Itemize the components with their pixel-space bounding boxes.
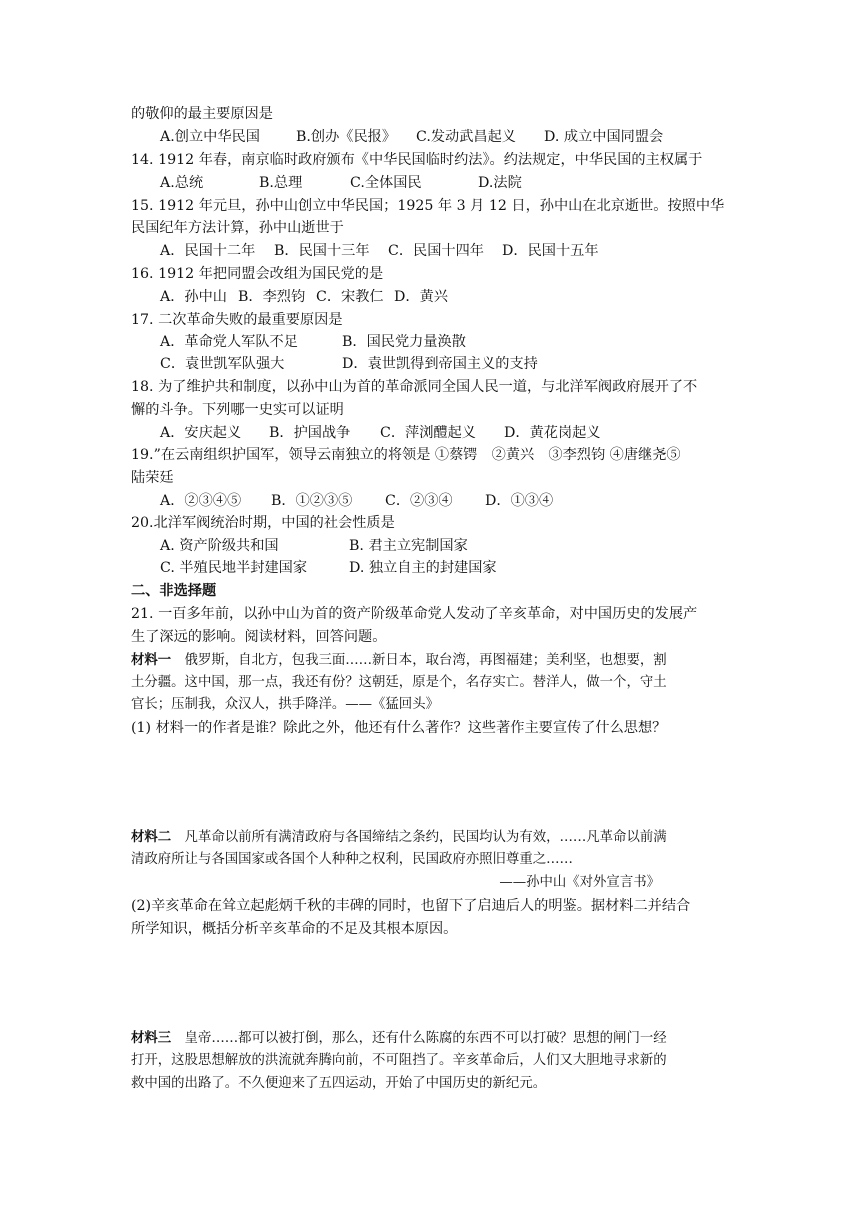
question-15-options — [160, 240, 599, 262]
material-1-label: 材料一 — [131, 652, 172, 668]
material-1-text: 俄罗斯，自北方，包我三面……新日本，取台湾，再图福建；美利坚，也想要，割 — [171, 653, 667, 668]
question-16-options — [160, 286, 448, 308]
question-17-options-row-1 — [160, 331, 466, 353]
option-c: C．宋教仁 — [316, 289, 384, 305]
material-2-line-2: 清政府所让与各国国家或各国个人种种之权利，民国政府亦照旧尊重之…… — [131, 852, 573, 867]
question-17-stem: 17. 二次革命失败的最重要原因是 — [131, 312, 343, 328]
option-d: D．袁世凯得到帝国主义的支持 — [342, 356, 538, 372]
option-c: C．萍浏醴起义 — [380, 425, 476, 441]
option-c: C．袁世凯军队强大 — [160, 356, 285, 372]
option-a: A.创立中华民国 — [160, 129, 260, 145]
option-d: D. 独立自主的封建国家 — [349, 560, 497, 576]
option-b: B.创办《民报》 — [296, 129, 397, 145]
option-b: B．护国战争 — [269, 425, 351, 441]
option-a: A．革命党人军队不足 — [160, 334, 298, 350]
question-15-stem-line-2: 民国纪年方法计算，孙中山逝世于 — [131, 220, 344, 236]
material-3-line-1 — [131, 1027, 667, 1050]
material-3-line-3: 救中国的出路了。不久便迎来了五四运动，开始了中国历史的新纪元。 — [131, 1076, 547, 1091]
question-16-stem: 16. 1912 年把同盟会改组为国民党的是 — [131, 266, 384, 282]
question-13-stem-tail: 的敬仰的最主要原因是 — [131, 106, 273, 122]
question-17-options-row-2 — [160, 353, 538, 375]
option-d: D．黄花岗起义 — [504, 425, 601, 441]
option-b: B．国民党力量涣散 — [342, 334, 466, 350]
question-18-stem-line-2: 懈的斗争。下列哪一史实可以证明 — [131, 402, 344, 418]
material-2-source: ——孙中山《对外宣言书》 — [499, 875, 660, 890]
option-d: D．①③④ — [485, 493, 554, 509]
question-18-stem-line-1: 18. 为了维护共和制度，以孙中山为首的革命派同全国人民一道，与北洋军阀政府展开了不 — [131, 379, 698, 395]
sub-question-2-line-2: 所学知识，概括分析辛亥革命的不足及其根本原因。 — [131, 921, 458, 937]
question-18-options — [160, 422, 601, 444]
question-21-stem-line-1: 21. 一百多年前，以孙中山为首的资产阶级革命党人发动了辛亥革命，对中国历史的发展产 — [131, 606, 698, 622]
question-19-options — [160, 490, 553, 512]
option-b: B. 君主立宪制国家 — [349, 538, 468, 554]
option-b: B．①②③⑤ — [271, 493, 353, 509]
material-1-line-2: 土分疆。这中国，那一点，我还有份？这朝廷，原是个，名存实亡。替洋人，做一个，守土 — [131, 675, 667, 690]
option-c: C．②③④ — [385, 493, 453, 509]
question-19-stem-line-2: 陆荣廷 — [131, 470, 174, 486]
material-1-line-1 — [131, 649, 667, 672]
question-13-options — [160, 126, 663, 148]
option-c: C.发动武昌起义 — [416, 129, 516, 145]
question-15-stem-line-1: 15. 1912 年元旦，孙中山创立中华民国；1925 年 3 月 12 日，孙中山在北京逝世。按照中华 — [131, 198, 725, 214]
material-2-label: 材料二 — [131, 829, 172, 845]
material-3-text: 皇帝……都可以被打倒，那么，还有什么陈腐的东西不可以打破？思想的闸门一经 — [171, 1031, 667, 1046]
option-a: A.总统 — [160, 175, 204, 191]
option-a: A．民国十二年 — [160, 243, 256, 259]
material-1-line-3: 官长；压制我，众汉人，拱手降洋。——《猛回头》 — [131, 697, 439, 712]
option-c: C．民国十四年 — [388, 243, 484, 259]
option-a: A．②③④⑤ — [160, 493, 242, 509]
question-20-options-row-2 — [160, 557, 497, 579]
sub-question-2-line-1: (2)辛亥革命在耸立起彪炳千秋的丰碑的同时，也留下了启迪后人的明鉴。据材料二并结合 — [131, 898, 691, 914]
question-14-stem: 14. 1912 年春，南京临时政府颁布《中华民国临时约法》。约法规定，中华民国的主权属于 — [131, 152, 703, 168]
question-14-options — [160, 172, 522, 194]
option-b: B．李烈钧 — [238, 289, 306, 305]
option-a: A. 资产阶级共和国 — [160, 538, 279, 554]
option-d: D.法院 — [478, 175, 522, 191]
option-d: D. 成立中国同盟会 — [544, 129, 664, 145]
option-d: D．黄兴 — [394, 289, 448, 305]
option-c: C. 半殖民地半封建国家 — [160, 560, 308, 576]
question-21-stem-line-2: 生了深远的影响。阅读材料，回答问题。 — [131, 629, 387, 645]
section-title: 二、非选择题 — [131, 583, 217, 599]
sub-question-1: (1) 材料一的作者是谁？除此之外，他还有什么著作？这些著作主要宣传了什么思想？ — [131, 720, 667, 736]
material-3-label: 材料三 — [131, 1030, 172, 1046]
question-20-stem: 20.北洋军阀统治时期，中国的社会性质是 — [131, 515, 395, 531]
question-20-options-row-1 — [160, 535, 468, 557]
material-2-text: 凡革命以前所有满清政府与各国缔结之条约，民国均认为有效，……凡革命以前满 — [171, 830, 667, 845]
material-3-line-2: 打开，这股思想解放的洪流就奔腾向前，不可阻挡了。辛亥革命后，人们又大胆地寻求新的 — [131, 1053, 667, 1068]
option-b: B.总理 — [259, 175, 303, 191]
material-2-line-1 — [131, 826, 667, 849]
option-d: D．民国十五年 — [502, 243, 599, 259]
option-c: C.全体国民 — [350, 175, 422, 191]
option-a: A．孙中山 — [160, 289, 227, 305]
option-b: B．民国十三年 — [274, 243, 370, 259]
question-19-stem-line-1: 19.”在云南组织护国军，领导云南独立的将领是 ①蔡锷 ②黄兴 ③李烈钧 ④唐继尧⑤ — [131, 447, 681, 463]
option-a: A．安庆起义 — [160, 425, 242, 441]
